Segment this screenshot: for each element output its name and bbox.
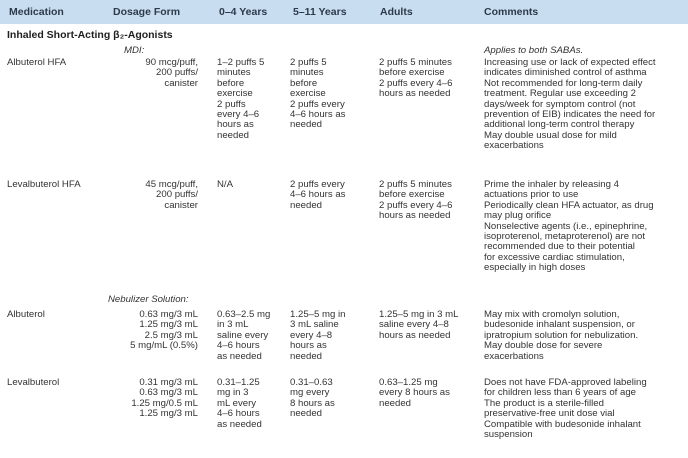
- cell-line: indicates diminished control of asthma: [484, 67, 647, 79]
- cell-line: suspension: [484, 429, 533, 441]
- header-age-0-4: 0–4 Years: [219, 6, 268, 18]
- cell-line: 2 puffs: [217, 98, 246, 110]
- cell-line: hours as needed: [379, 88, 451, 100]
- cell-line: 0.63 mg/3 mL: [139, 387, 198, 399]
- cell-line: hours as: [290, 340, 327, 352]
- cell-line: before: [217, 77, 245, 89]
- cell-line: 45 mcg/puff,: [145, 179, 198, 190]
- dosage-cell: [108, 180, 198, 211]
- comments-cell: [484, 310, 638, 362]
- medication-name: Albuterol: [7, 309, 45, 320]
- adults-cell: [379, 378, 450, 409]
- cell-line: 2 puffs every: [290, 98, 345, 110]
- cell-line: 0.31 mg/3 mL: [139, 377, 198, 388]
- cell-line: N/A: [217, 179, 233, 190]
- cell-line: every 4–6: [217, 109, 260, 121]
- cell-line: 1.25 mg/3 mL: [139, 408, 198, 420]
- cell-line: preservative-free unit dose vial: [484, 408, 615, 420]
- age-0-4-cell: [217, 180, 233, 190]
- cell-line: before: [290, 77, 318, 89]
- cell-line: canister: [164, 199, 198, 211]
- cell-line: 1.25–5 mg in: [290, 309, 346, 320]
- cell-line: for children less than 6 years of age: [484, 387, 636, 399]
- cell-line: mL every: [217, 397, 257, 409]
- cell-line: 200 puffs/: [156, 189, 198, 201]
- cell-line: Not recommended for long-term daily: [484, 77, 643, 89]
- table-header-row: [0, 0, 688, 24]
- dosage-cell: [108, 378, 198, 420]
- cell-line: needed: [217, 129, 250, 141]
- dosage-cell: [108, 310, 198, 352]
- cell-line: 4–6 hours as: [290, 189, 346, 201]
- cell-line: may plug orifice: [484, 210, 552, 222]
- age-5-11-cell: [290, 378, 335, 420]
- cell-line: Nonselective agents (i.e., epinephrine,: [484, 220, 648, 232]
- age-5-11-cell: [290, 180, 345, 211]
- cell-line: needed: [290, 350, 323, 362]
- cell-line: Increasing use or lack of expected effect: [484, 57, 656, 68]
- cell-line: mg in 3: [217, 387, 249, 399]
- cell-line: before exercise: [379, 189, 445, 201]
- cell-line: needed: [290, 119, 323, 131]
- cell-line: Does not have FDA-approved labeling: [484, 377, 647, 388]
- cell-line: additional long-term control therapy: [484, 119, 635, 131]
- age-5-11-cell: [290, 58, 345, 131]
- age-0-4-cell: [217, 378, 262, 430]
- cell-line: saline every: [217, 329, 269, 341]
- medication-name: Levalbuterol HFA: [7, 179, 81, 190]
- cell-line: hours as needed: [379, 329, 451, 341]
- cell-line: 1.25 mg/3 mL: [139, 319, 198, 331]
- adults-cell: [379, 310, 458, 341]
- adults-cell: [379, 180, 452, 222]
- adults-cell: [379, 58, 452, 100]
- cell-line: prevention of EIB) indicates the need for: [484, 109, 656, 121]
- comments-heading: Applies to both SABAs.: [484, 45, 584, 56]
- cell-line: in 3 mL: [217, 319, 249, 331]
- cell-line: 0.63 mg/3 mL: [139, 309, 198, 320]
- cell-line: 2 puffs 5: [290, 57, 327, 68]
- dosage-form-heading-nebulizer: Nebulizer Solution:: [108, 294, 189, 305]
- cell-line: days/week for symptom control (not: [484, 98, 636, 110]
- cell-line: 2 puffs every: [290, 179, 345, 190]
- cell-line: recommended due to their potential: [484, 241, 635, 253]
- cell-line: May mix with cromolyn solution,: [484, 309, 620, 320]
- cell-line: as needed: [217, 350, 262, 362]
- cell-line: 0.63–1.25 mg: [379, 377, 438, 388]
- cell-line: May double usual dose for mild: [484, 129, 617, 141]
- cell-line: needed: [290, 199, 323, 211]
- cell-line: 2.5 mg/3 mL: [144, 329, 198, 341]
- cell-line: 2 puffs 5 minutes: [379, 57, 452, 68]
- cell-line: isoproterenol, metaproterenol) are not: [484, 231, 646, 243]
- cell-line: exercise: [290, 88, 326, 100]
- cell-line: budesonide inhalant suspension, or: [484, 319, 635, 331]
- cell-line: 3 mL saline: [290, 319, 339, 331]
- cell-line: 90 mcg/puff,: [145, 57, 198, 68]
- header-adults: Adults: [380, 6, 413, 18]
- cell-line: The product is a sterile-filled: [484, 397, 604, 409]
- header-comments: Comments: [484, 6, 539, 18]
- cell-line: 2 puffs every 4–6: [379, 199, 453, 211]
- age-5-11-cell: [290, 310, 345, 362]
- cell-line: especially in high doses: [484, 262, 586, 274]
- cell-line: 8 hours as: [290, 397, 335, 409]
- cell-line: Periodically clean HFA actuator, as drug: [484, 199, 654, 211]
- cell-line: 5 mg/mL (0.5%): [130, 340, 198, 352]
- section-title: Inhaled Short-Acting β₂-Agonists: [7, 29, 173, 41]
- age-0-4-cell: [217, 310, 270, 362]
- cell-line: exacerbations: [484, 350, 544, 362]
- header-dosage-form: Dosage Form: [113, 6, 181, 18]
- medication-name: Albuterol HFA: [7, 57, 67, 68]
- age-0-4-cell: [217, 58, 264, 141]
- cell-line: 4–6 hours: [217, 408, 260, 420]
- cell-line: Compatible with budesonide inhalant: [484, 418, 641, 430]
- dosage-cell: [108, 58, 198, 89]
- cell-line: ipratropium solution for nebulization.: [484, 329, 639, 341]
- comments-cell: [484, 180, 654, 274]
- cell-line: hours as needed: [379, 210, 451, 222]
- cell-line: 0.31–0.63: [290, 377, 333, 388]
- cell-line: 4–6 hours as: [290, 109, 346, 121]
- cell-line: hours as: [217, 119, 254, 131]
- cell-line: every 4–8: [290, 329, 333, 341]
- cell-line: Prime the inhaler by releasing 4: [484, 179, 619, 190]
- comments-cell: [484, 58, 656, 152]
- header-medication: Medication: [9, 6, 64, 18]
- dosage-form-heading-mdi: MDI:: [124, 45, 145, 56]
- cell-line: exacerbations: [484, 140, 544, 152]
- cell-line: 0.63–2.5 mg: [217, 309, 271, 320]
- cell-line: canister: [164, 77, 198, 89]
- cell-line: saline every 4–8: [379, 319, 449, 331]
- cell-line: 1.25 mg/0.5 mL: [131, 397, 198, 409]
- cell-line: May double dose for severe: [484, 340, 603, 352]
- medication-name: Levalbuterol: [7, 377, 60, 388]
- cell-line: minutes: [290, 67, 324, 79]
- cell-line: treatment. Regular use exceeding 2: [484, 88, 636, 100]
- header-age-5-11: 5–11 Years: [293, 6, 347, 18]
- cell-line: 2 puffs every 4–6: [379, 77, 453, 89]
- cell-line: actuations prior to use: [484, 189, 579, 201]
- cell-line: 1.25–5 mg in 3 mL: [379, 309, 459, 320]
- cell-line: 2 puffs 5 minutes: [379, 179, 452, 190]
- cell-line: for excessive cardiac stimulation,: [484, 251, 625, 263]
- cell-line: needed: [379, 397, 412, 409]
- comments-cell: [484, 378, 647, 440]
- cell-line: needed: [290, 408, 323, 420]
- cell-line: as needed: [217, 418, 262, 430]
- cell-line: every 8 hours as: [379, 387, 450, 399]
- cell-line: 200 puffs/: [156, 67, 198, 79]
- cell-line: 0.31–1.25: [217, 377, 260, 388]
- cell-line: 4–6 hours: [217, 340, 260, 352]
- cell-line: minutes: [217, 67, 251, 79]
- cell-line: exercise: [217, 88, 253, 100]
- cell-line: before exercise: [379, 67, 445, 79]
- cell-line: 1–2 puffs 5: [217, 57, 265, 68]
- cell-line: mg every: [290, 387, 330, 399]
